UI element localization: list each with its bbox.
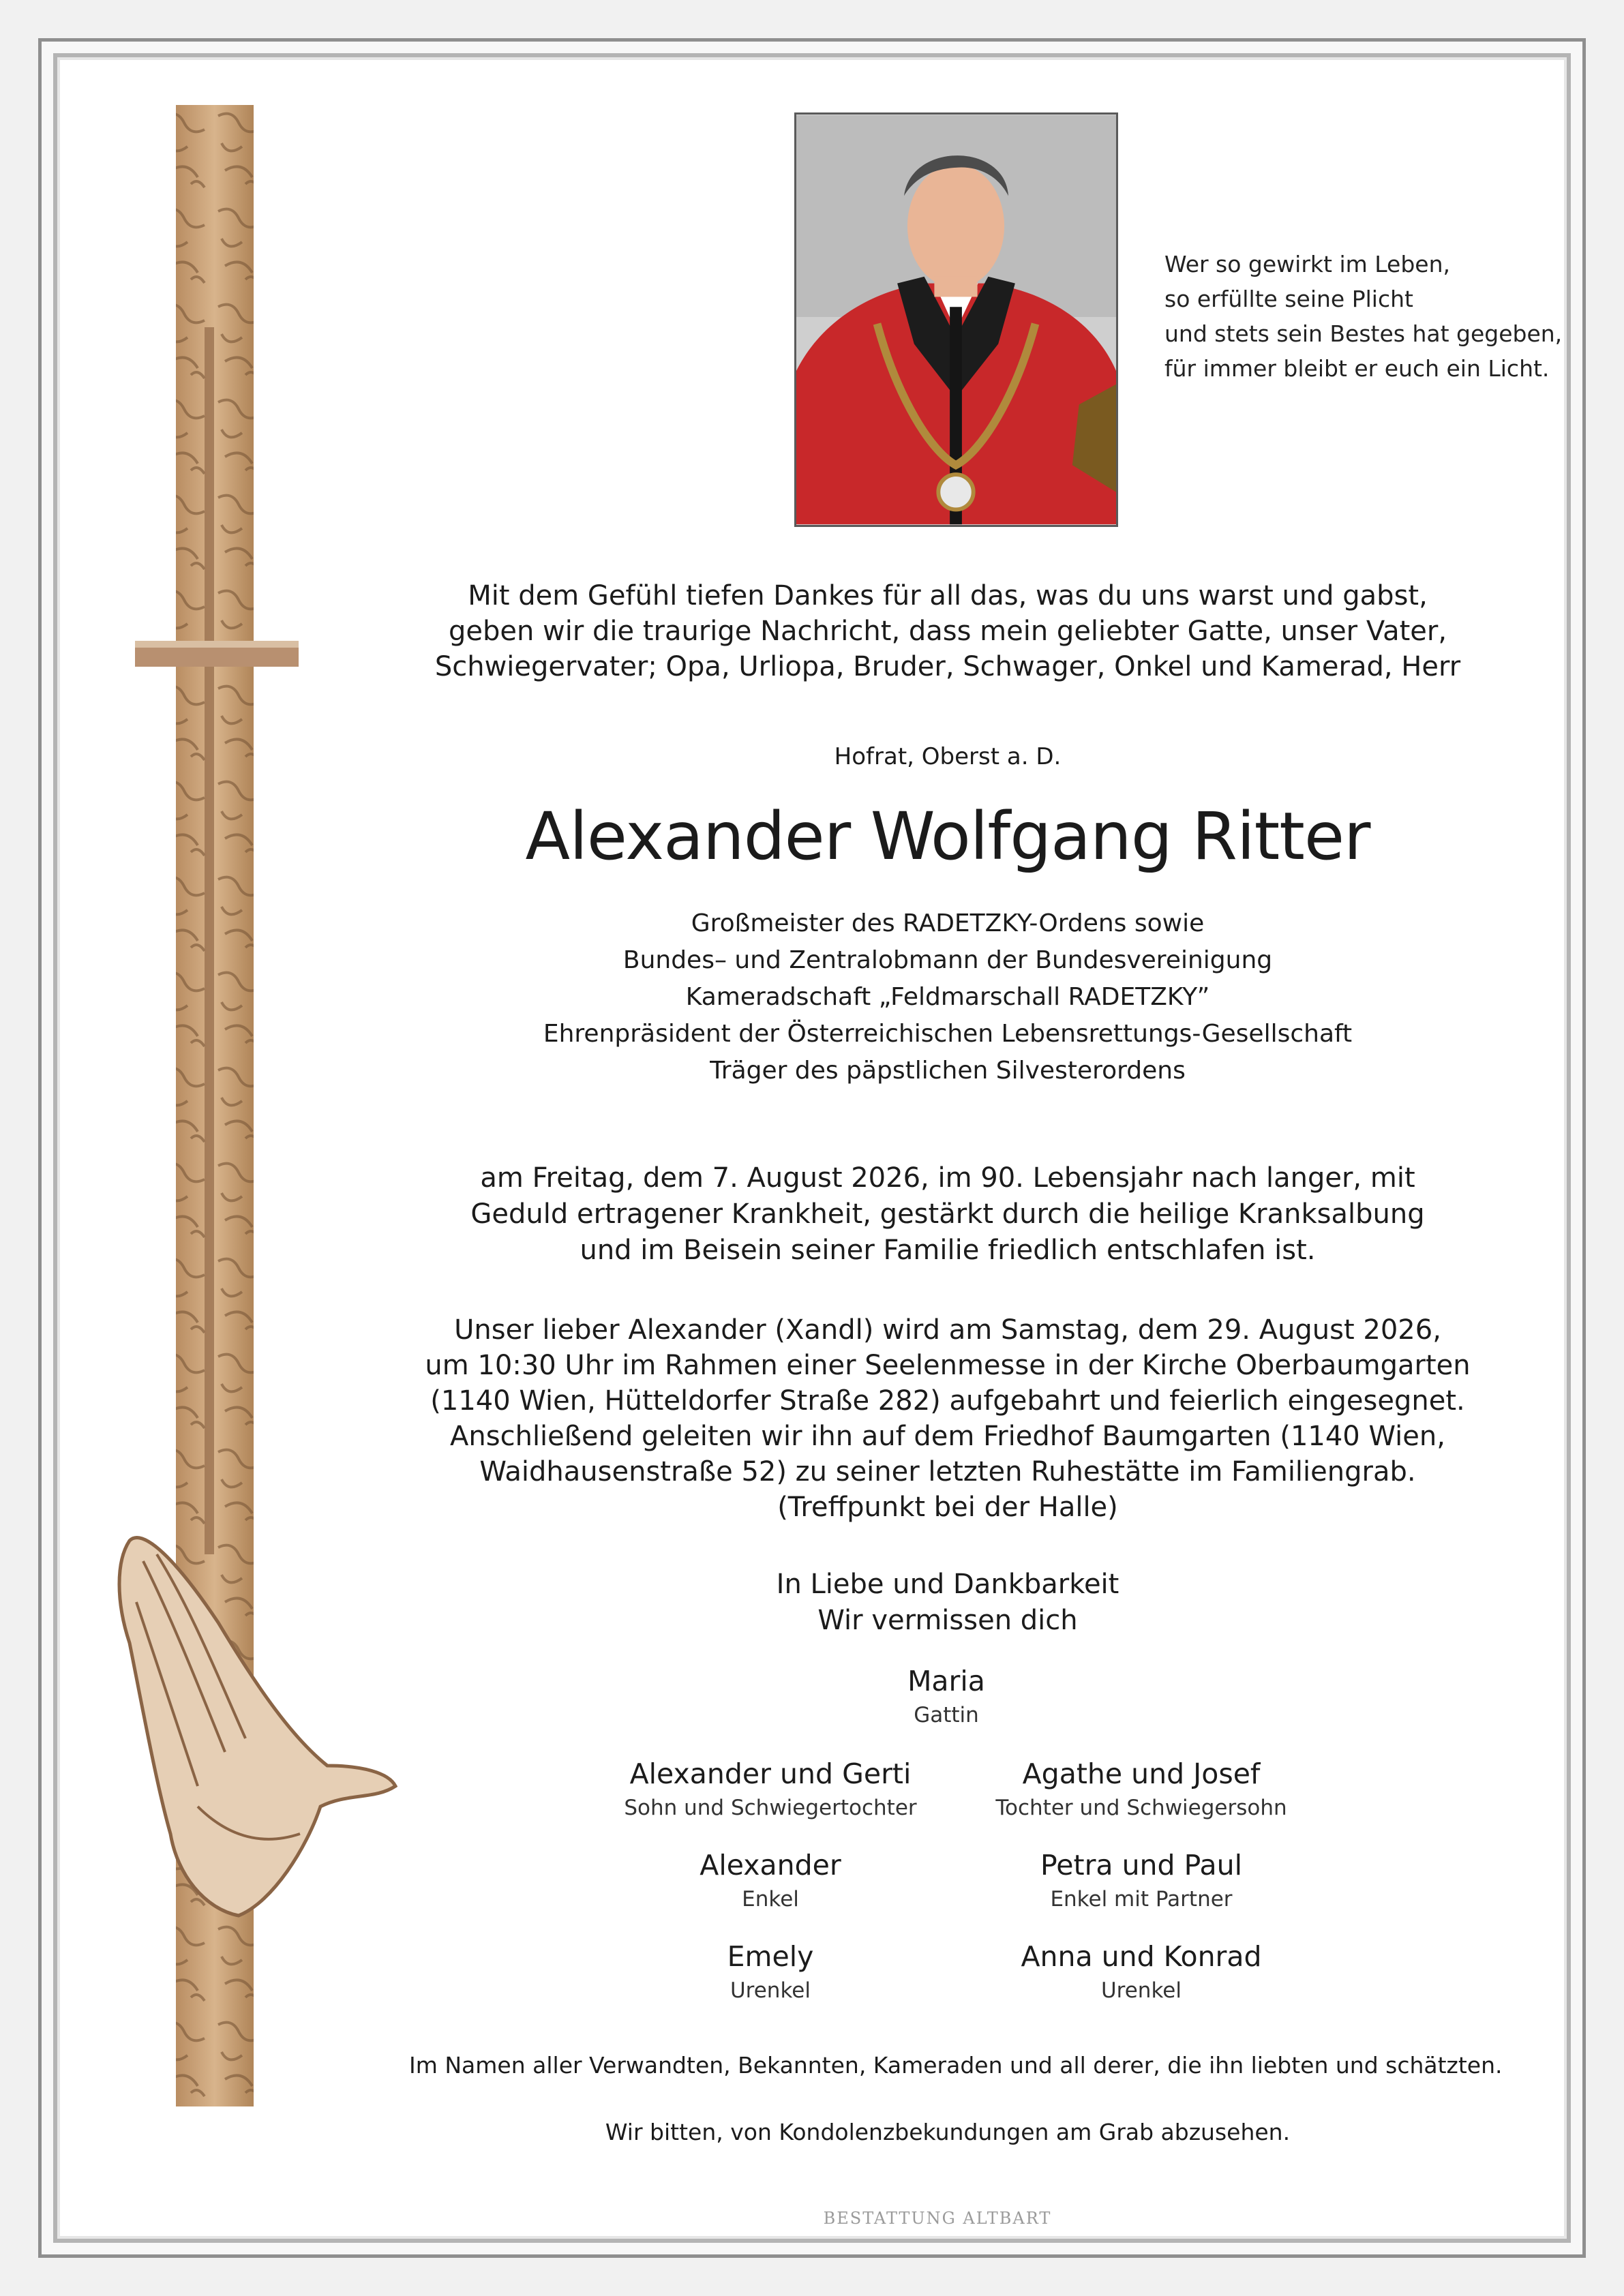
death-line: und im Beisein seiner Familie friedlich entschlafen ist.: [580, 1235, 1316, 1266]
mourner-name: Petra und Paul: [1040, 1849, 1242, 1882]
honor-line: Ehrenpräsident der Österreichischen Lebensrettungs-Gesellschaft: [543, 1020, 1353, 1048]
death-line: am Freitag, dem 7. August 2026, im 90. Lebensjahr nach langer, mit: [480, 1162, 1415, 1194]
mourner-relation: Enkel mit Partner: [1050, 1887, 1233, 1912]
mourner-name: Emely: [727, 1940, 814, 1973]
honor-line: Kameradschaft „Feldmarschall RADETZKY”: [685, 983, 1210, 1011]
mourner-relation: Urenkel: [730, 1978, 811, 2003]
honors-list: [409, 905, 1486, 1089]
intro-line: Mit dem Gefühl tiefen Dankes für all das, was du uns warst und gabst,: [468, 580, 1428, 611]
poem-line: Wer so gewirkt im Leben,: [1164, 251, 1451, 277]
praying-hands-icon: [119, 1538, 395, 1916]
portrait-photo: [794, 112, 1118, 527]
mourner-name: Maria: [907, 1665, 985, 1697]
closing-line: In Liebe und Dankbarkeit: [776, 1569, 1119, 1600]
footer-request-line: Wir bitten, von Kondolenzbekundungen am Grab abzusehen.: [605, 2119, 1291, 2145]
mourner-relation: Tochter und Schwiegersohn: [995, 1796, 1287, 1820]
mourner-relation: Gattin: [914, 1703, 979, 1727]
mourner-granddaughter: [923, 1846, 1359, 1914]
honor-line: Bundes– und Zentralobmann der Bundesvereinigung: [622, 946, 1273, 974]
poem-line: für immer bleibt er euch ein Licht.: [1164, 355, 1550, 382]
mourner-name: Alexander: [700, 1849, 841, 1882]
burial-notice: [409, 1312, 1486, 1525]
mourner-daughter: [923, 1755, 1359, 1823]
honor-line: Träger des päpstlichen Silvesterordens: [710, 1057, 1186, 1085]
portrait-image-icon: [796, 115, 1116, 525]
deceased-name: Alexander Wolfgang Ritter: [525, 798, 1370, 875]
closing-words: [409, 1567, 1486, 1639]
burial-line: Anschließend geleiten wir ihn auf dem Friedhof Baumgarten (1140 Wien,: [450, 1421, 1445, 1452]
poem: [1164, 247, 1574, 386]
death-notice: [409, 1160, 1486, 1269]
mourner-spouse: [728, 1662, 1164, 1730]
burial-line: (1140 Wien, Hütteldorfer Straße 282) aufgebahrt und feierlich eingesegnet.: [430, 1385, 1465, 1417]
deceased-titles: Hofrat, Oberst a. D.: [834, 743, 1062, 770]
intro-text: [409, 578, 1486, 684]
poem-line: so erfüllte seine Plicht: [1164, 286, 1413, 312]
burial-line: um 10:30 Uhr im Rahmen einer Seelenmesse in der Kirche Oberbaumgarten: [425, 1350, 1471, 1381]
burial-line: Waidhausenstraße 52) zu seiner letzten Ruhestätte im Familiengrab.: [479, 1456, 1416, 1487]
burial-line: (Treffpunkt bei der Halle): [777, 1492, 1118, 1523]
funeral-home-brand: BESTATTUNG ALTBART: [823, 2209, 1052, 2228]
intro-line: Schwiegervater; Opa, Urliopa, Bruder, Schwager, Onkel und Kamerad, Herr: [434, 651, 1461, 682]
poem-line: und stets sein Bestes hat gegeben,: [1164, 320, 1563, 347]
mourner-relation: Urenkel: [1100, 1978, 1182, 2003]
intro-line: geben wir die traurige Nachricht, dass mein geliebter Gatte, unser Vater,: [448, 616, 1447, 647]
burial-line: Unser lieber Alexander (Xandl) wird am Samstag, dem 29. August 2026,: [454, 1314, 1441, 1346]
mourner-great-grandchildren: [923, 1937, 1359, 2006]
mourner-name: Alexander und Gerti: [629, 1757, 912, 1790]
honor-line: Großmeister des RADETZKY-Ordens sowie: [691, 909, 1205, 937]
cross-with-praying-hands-icon: [102, 102, 416, 2120]
mourner-name: Agathe und Josef: [1022, 1757, 1261, 1790]
mourner-relation: Enkel: [742, 1887, 799, 1912]
death-line: Geduld ertragener Krankheit, gestärkt durch die heilige Kranksalbung: [470, 1198, 1425, 1230]
mourner-name: Anna und Konrad: [1021, 1940, 1262, 1973]
footer-relatives-line: Im Namen aller Verwandten, Bekannten, Kameraden und all derer, die ihn liebten und schätzten.: [409, 2052, 1503, 2079]
mourner-relation: Sohn und Schwiegertochter: [624, 1796, 917, 1820]
closing-line: Wir vermissen dich: [817, 1605, 1078, 1636]
